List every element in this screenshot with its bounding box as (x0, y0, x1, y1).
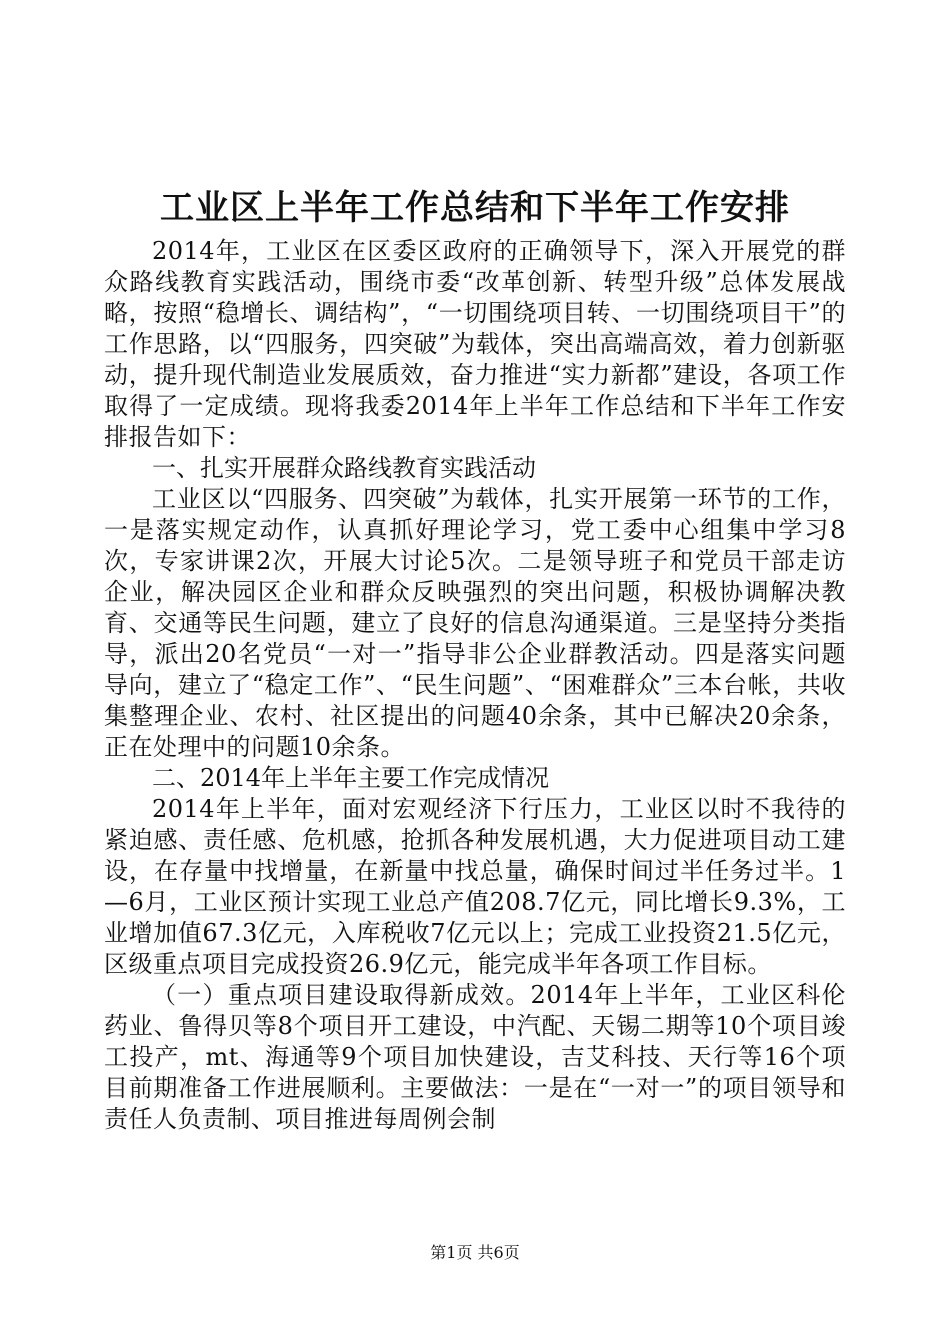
section-1-paragraph: 工业区以“四服务、四突破”为载体，扎实开展第一环节的工作，一是落实规定动作，认真抓好理论学习，党工委中心组集中学习8次，专家讲课2次，开展大讨论5次。二是领导班子和党员干部走访企业，解决园区企业和群众反映强烈的突出问题，积极协调解决教育、交通等民生问题，建立了良好的信息沟通渠道。三是坚持分类指导，派出20名党员“一对一”指导非公企业群教活动。四是落实问题导向，建立了“稳定工作”、“民生问题”、“困难群众”三本台帐，共收集整理企业、农村、社区提出的问题40余条，其中已解决20余条，正在处理中的问题10余条。 (104, 485, 846, 761)
section-2-paragraph: 2014年上半年，面对宏观经济下行压力，工业区以时不我待的紧迫感、责任感、危机感，抢抓各种发展机遇，大力促进项目动工建设，在存量中找增量，在新量中找总量，确保时间过半任务过半。1—6月，工业区预计实现工业总产值208.7亿元，同比增长9.3%，工业增加值67.3亿元，入库税收7亿元以上；完成工业投资21.5亿元，区级重点项目完成投资26.9亿元，能完成半年各项工作目标。 (104, 795, 846, 978)
section-heading-2: 二、2014年上半年主要工作完成情况 (152, 764, 550, 792)
page-number-footer: 第1页 共6页 (430, 1243, 520, 1262)
document-body (104, 236, 846, 1135)
document-title: 工业区上半年工作总结和下半年工作安排 (160, 188, 790, 228)
subsection-1-paragraph: （一）重点项目建设取得新成效。2014年上半年，工业区科伦药业、鲁得贝等8个项目开工建设，中汽配、天锡二期等10个项目竣工投产，mt、海通等9个项目加快建设，吉艾科技、天行等16个项目前期准备工作进展顺利。主要做法：一是在“一对一”的项目领导和责任人负责制、项目推进每周例会制 (104, 981, 846, 1133)
section-heading-1: 一、扎实开展群众路线教育实践活动 (152, 454, 536, 482)
intro-paragraph: 2014年，工业区在区委区政府的正确领导下，深入开展党的群众路线教育实践活动，围绕市委“改革创新、转型升级”总体发展战略，按照“稳增长、调结构”，“一切围绕项目转、一切围绕项目干”的工作思路，以“四服务，四突破”为载体，突出高端高效，着力创新驱动，提升现代制造业发展质效，奋力推进“实力新都”建设，各项工作取得了一定成绩。现将我委2014年上半年工作总结和下半年工作安排报告如下： (104, 237, 846, 451)
